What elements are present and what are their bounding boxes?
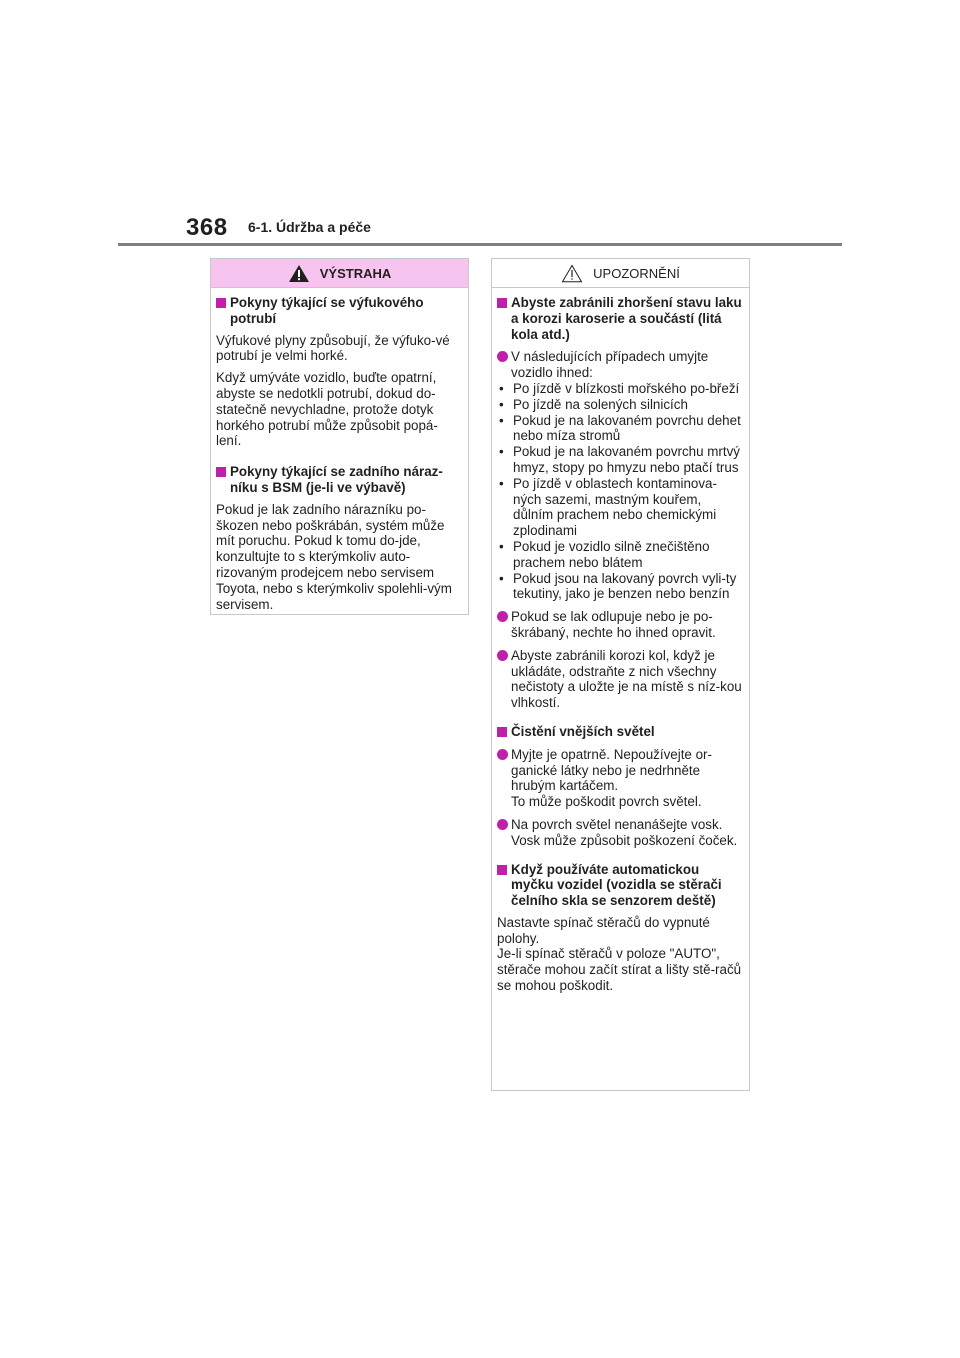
warning-heading-bumper: Pokyny týkající se zadního náraz-níku s BSM (je-li ve výbavě) (216, 464, 462, 496)
square-bullet-icon (497, 298, 507, 308)
bullet-item: • Pokud je na lakovaném povrchu dehet nebo míza stromů (499, 412, 741, 444)
bullet-item: • Pokud je vozidlo silně znečištěno prachem nebo blátem (499, 538, 710, 570)
dot-item: Myjte je opatrně. Nepoužívejte or-ganické látky nebo je nedrhněte hrubým kartáčem. To může poškodit povrch světel. (497, 747, 743, 810)
bullet-item: • Pokud jsou na lakovaný povrch vyli-ty tekutiny, jako je benzen nebo benzín (499, 570, 737, 602)
header-divider (118, 243, 842, 246)
dot-item: Na povrch světel nenanášejte vosk. Vosk může způsobit poškození čoček. (497, 817, 743, 849)
bullet-item: • Po jízdě v oblastech kontaminova-ných sazemi, mastným kouřem, důlním prachem nebo chemickými zplodinami (499, 475, 717, 539)
warning-title: VÝSTRAHA (319, 265, 392, 281)
dot-bullet-icon (497, 819, 508, 830)
dot-item: Abyste zabránili korozi kol, když je ukládáte, odstraňte z nich všechny nečistoty a uložte je na místě s níz-kou vlhkostí. (497, 648, 743, 711)
square-bullet-icon (216, 467, 226, 477)
warning-heading-exhaust: Pokyny týkající se výfukového potrubí (216, 295, 462, 327)
bullet-item: • Pokud je na lakovaném povrchu mrtvý hmyz, stopy po hmyzu nebo ptačí trus (499, 444, 741, 475)
caution-heading-carwash: Když používáte automatickou myčku vozidel (vozidla se stěrači čelního skla se senzorem deště) (497, 862, 743, 909)
dot-bullet-icon (497, 611, 508, 622)
dot-item: V následujících případech umyjte vozidlo ihned: (497, 349, 743, 381)
warning-box (210, 258, 469, 615)
warning-triangle-icon (288, 264, 310, 283)
caution-title: UPOZORNĚNÍ (593, 265, 680, 281)
paragraph: Když umýváte vozidlo, buďte opatrní, abyste se nedotkli potrubí, dokud do-statečně nevychladne, protože dotyk horkého potrubí může způsobit popá-lení. (216, 370, 438, 449)
section-title: 6-1. Údržba a péče (248, 219, 371, 235)
caution-heading-lights: Čistění vnějších světel (497, 724, 743, 740)
paragraph: Nastavte spínač stěračů do vypnuté polohy. Je-li spínač stěračů v poloze "AUTO", stěrače mohou začít stírat a lišty stě-račů se mohou poškodit. (497, 914, 742, 994)
dot-bullet-icon (497, 351, 508, 362)
dot-bullet-icon (497, 650, 508, 661)
dot-item: Pokud se lak odlupuje nebo je po-škrábaný, nechte ho ihned opravit. (497, 609, 743, 641)
caution-heading-paint: Abyste zabránili zhoršení stavu laku a korozi karoserie a součástí (litá kola atd.) (497, 295, 743, 342)
square-bullet-icon (216, 298, 226, 308)
page-number: 368 (186, 214, 228, 241)
paragraph: Pokud je lak zadního nárazníku po-škozen nebo poškrábán, systém může mít poruchu. Pokud k tomu do-jde, konzultujte to s kterýmkoliv auto-rizovaným prodejcem nebo servisem Toyota, nebo s kterýmkoliv spolehli-vým servisem. (216, 501, 452, 612)
square-bullet-icon (497, 865, 507, 875)
dot-bullet-icon (497, 749, 508, 760)
square-bullet-icon (497, 727, 507, 737)
paragraph: Výfukové plyny způsobují, že výfuko-vé potrubí je velmi horké. (216, 332, 450, 364)
bullet-item: • Po jízdě v blízkosti mořského po-břeží (499, 380, 740, 396)
bullet-item: • Po jízdě na solených silnicích (499, 396, 688, 412)
caution-box (491, 258, 750, 1091)
warning-body (211, 288, 468, 612)
caution-triangle-icon (561, 264, 583, 283)
warning-header (211, 259, 468, 288)
caution-body (492, 288, 749, 994)
caution-header (492, 259, 749, 288)
